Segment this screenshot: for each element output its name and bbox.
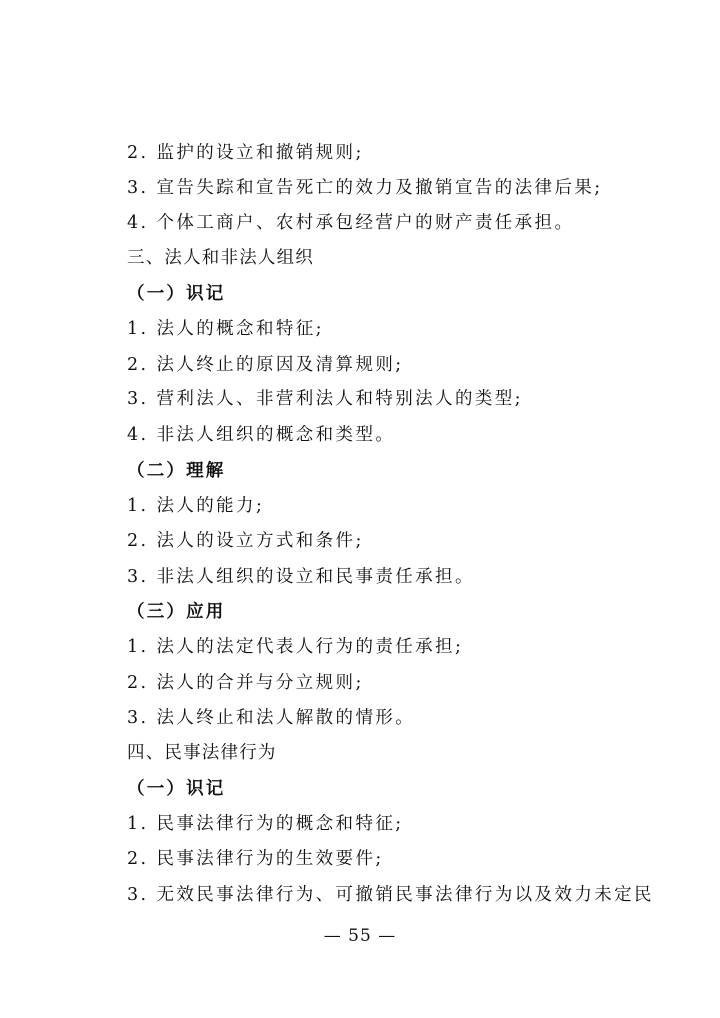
list-item: 3. 法人终止和法人解散的情形。 [127, 708, 416, 728]
section-heading: 四、民事法律行为 [127, 743, 277, 763]
list-item: 2. 法人终止的原因及清算规则; [127, 355, 404, 375]
list-item: 3. 宣告失踪和宣告死亡的效力及撤销宣告的法律后果; [127, 178, 603, 198]
section-heading: 三、法人和非法人组织 [127, 248, 314, 268]
list-item: 1. 法人的概念和特征; [127, 319, 324, 339]
list-item: 2. 法人的设立方式和条件; [127, 531, 364, 551]
list-item: 4. 个体工商户、农村承包经营户的财产责任承担。 [127, 213, 575, 233]
list-item: 3. 无效民事法律行为、可撤销民事法律行为以及效力未定民 [127, 885, 654, 905]
list-item: 2. 法人的合并与分立规则; [127, 673, 364, 693]
subsection-heading: （三）应用 [127, 602, 226, 622]
list-item: 3. 非法人组织的设立和民事责任承担。 [127, 567, 475, 587]
list-item: 1. 法人的法定代表人行为的责任承担; [127, 637, 464, 657]
list-item: 1. 民事法律行为的概念和特征; [127, 814, 404, 834]
page-number: — 55 — [323, 926, 397, 946]
list-item: 2. 民事法律行为的生效要件; [127, 849, 384, 869]
subsection-heading: （一）识记 [127, 284, 226, 304]
subsection-heading: （二）理解 [127, 461, 226, 481]
list-item: 2. 监护的设立和撤销规则; [127, 143, 364, 163]
list-item: 3. 营利法人、非营利法人和特别法人的类型; [127, 389, 523, 409]
subsection-heading: （一）识记 [127, 779, 226, 799]
list-item: 4. 非法人组织的概念和类型。 [127, 425, 396, 445]
list-item: 1. 法人的能力; [127, 496, 265, 516]
